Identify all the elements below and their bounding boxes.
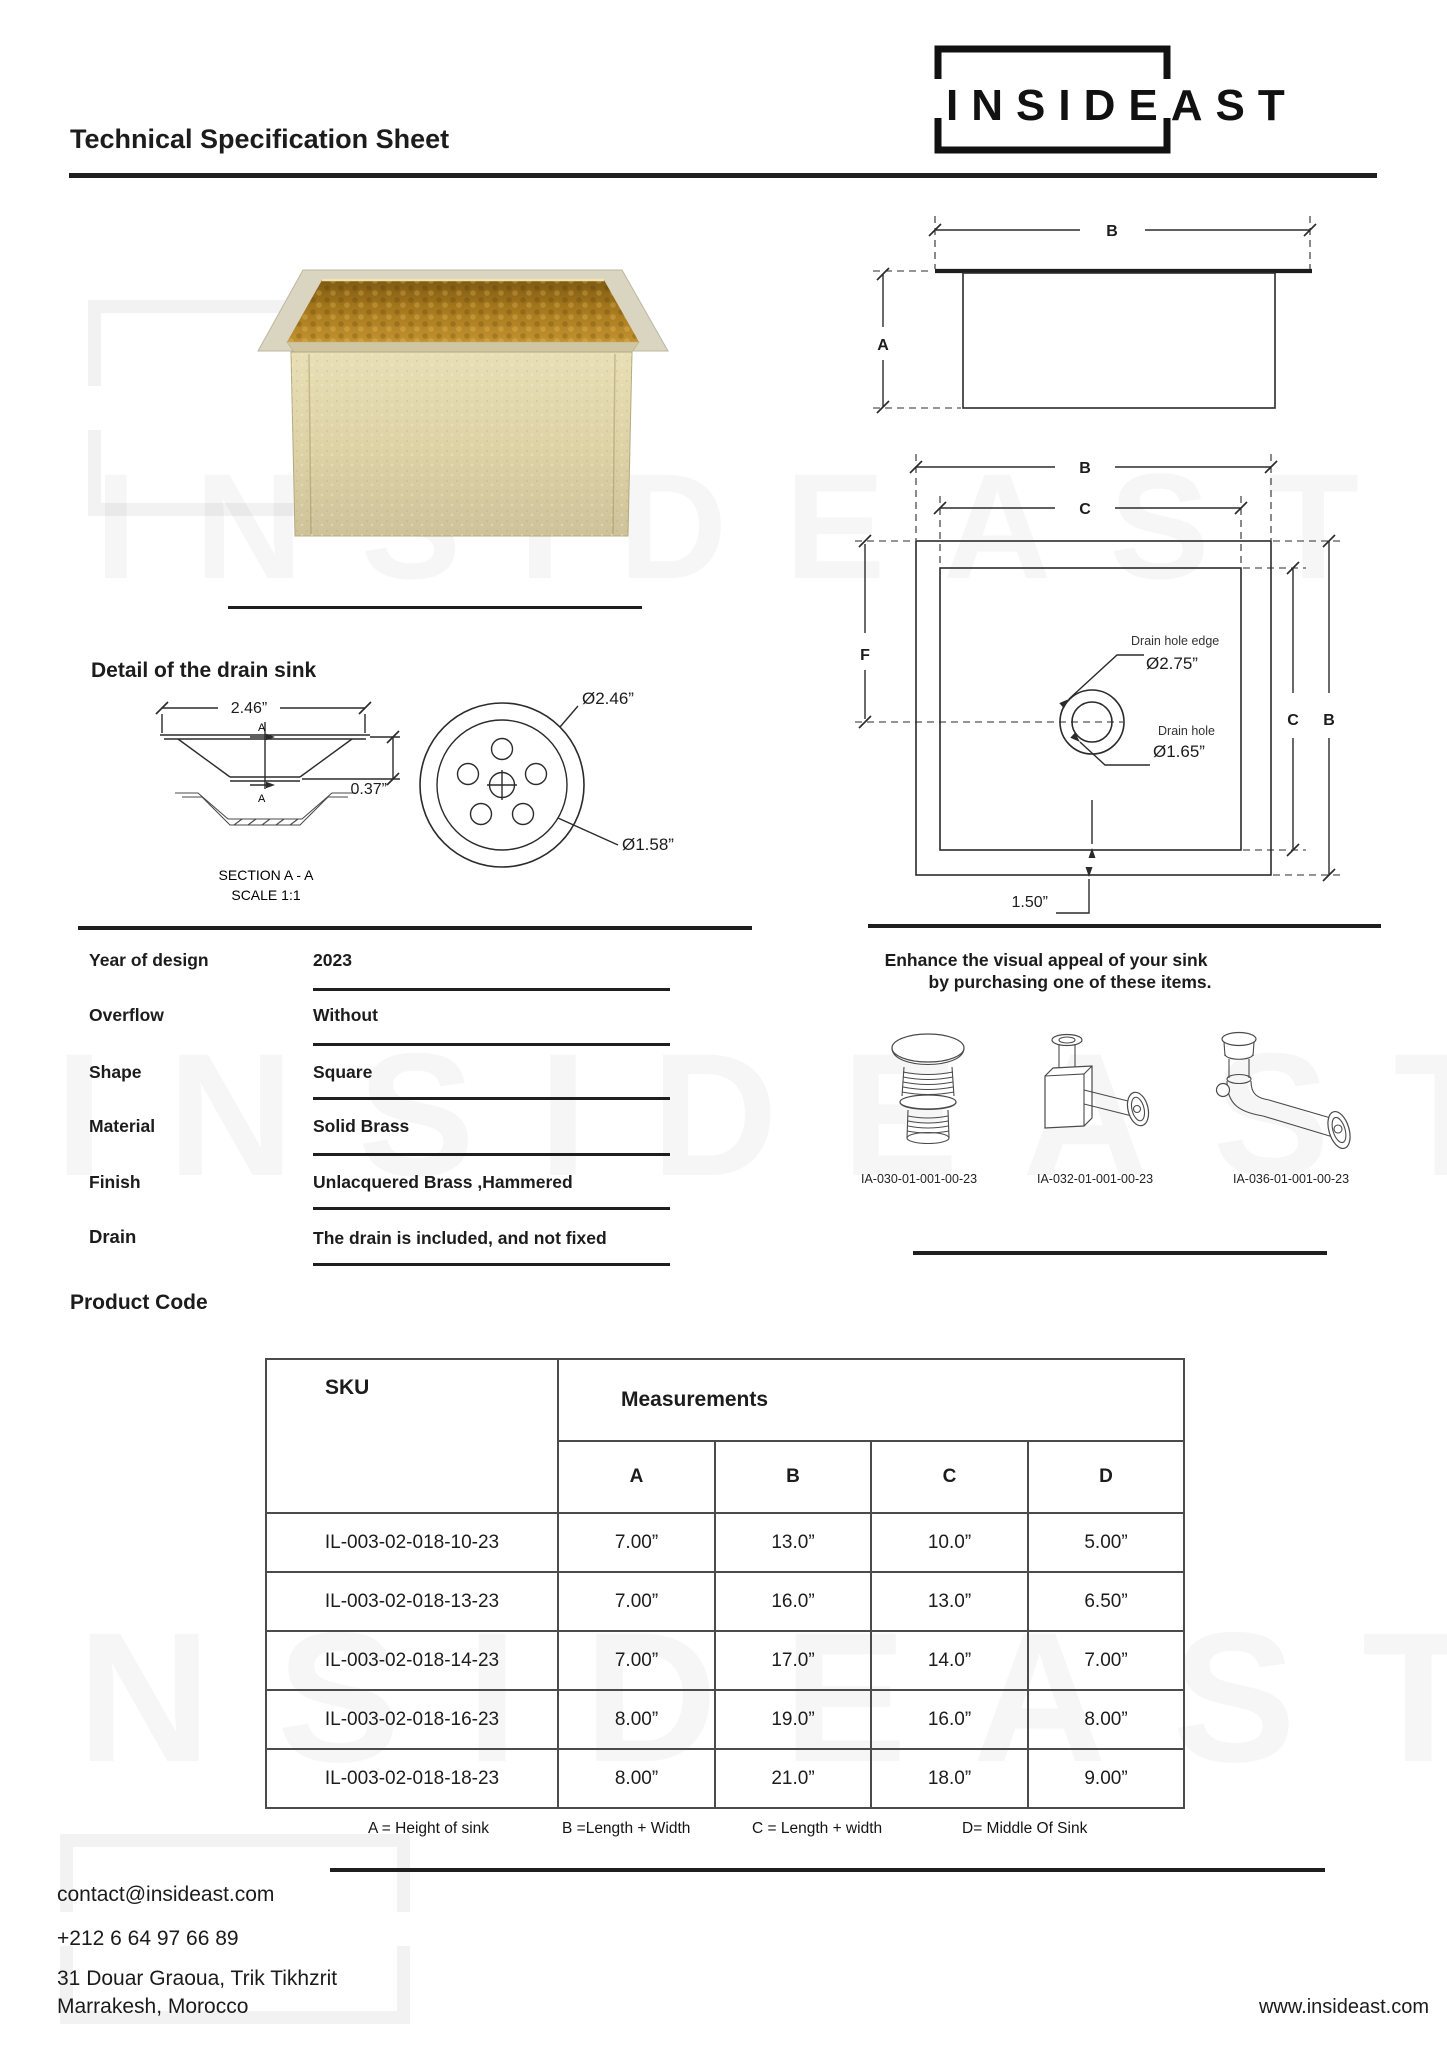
drain-outer-dia: Ø2.46”	[582, 689, 634, 708]
accessory-wall-elbow-drawing	[1205, 1028, 1375, 1168]
sku-cell: IL-003-02-018-18-23	[266, 1749, 558, 1808]
contact-email: contact@insideast.com	[57, 1883, 275, 1906]
sku-cell: IL-003-02-018-14-23	[266, 1631, 558, 1690]
drain-hole-edge-label: Drain hole edge	[1131, 634, 1220, 648]
accessory-code-2: IA-032-01-001-00-23	[1036, 1172, 1154, 1186]
measure-c-cell: 18.0”	[871, 1749, 1028, 1808]
sku-header: SKU	[266, 1359, 558, 1513]
measure-d-cell: 8.00”	[1028, 1690, 1184, 1749]
product-code-table	[265, 1358, 1185, 1809]
measure-b-cell: 13.0”	[715, 1513, 871, 1572]
spec-label-overflow: Overflow	[89, 1005, 164, 1025]
table-header-row	[266, 1359, 1184, 1441]
header-divider	[69, 173, 1377, 178]
table-row	[266, 1513, 1184, 1572]
measure-d-cell: 9.00”	[1028, 1749, 1184, 1808]
measure-c-cell: 10.0”	[871, 1513, 1028, 1572]
drain-topview-lines	[420, 703, 618, 867]
website-url: www.insideast.com	[1258, 1996, 1429, 2018]
side-dim-b: B	[1106, 223, 1118, 240]
table-row	[266, 1631, 1184, 1690]
measure-a-cell: 8.00”	[558, 1690, 715, 1749]
brand-logo	[930, 42, 1360, 157]
spec-underline	[313, 1097, 670, 1100]
spec-value-shape: Square	[313, 1062, 373, 1082]
plan-dim-f: F	[860, 647, 870, 664]
drain-top-width-dim: 2.46”	[230, 700, 268, 717]
drain-section-lines	[156, 702, 400, 825]
side-dim-a: A	[877, 337, 889, 354]
plan-dim-b-right: B	[1323, 712, 1335, 729]
measure-c-cell: 14.0”	[871, 1631, 1028, 1690]
drain-detail-heading: Detail of the drain sink	[91, 659, 317, 682]
drain-hole-edge-dia: Ø2.75”	[1146, 654, 1198, 673]
address-line1: 31 Douar Graoua, Trik Tikhzrit	[57, 1967, 338, 1990]
table-row	[266, 1749, 1184, 1808]
spec-underline	[313, 1153, 670, 1156]
accessory-code-1: IA-030-01-001-00-23	[860, 1172, 978, 1186]
spec-value-material: Solid Brass	[313, 1116, 410, 1136]
measure-c-cell: 16.0”	[871, 1690, 1028, 1749]
bottle-trap-lines	[1045, 1035, 1152, 1129]
sku-cell: IL-003-02-018-10-23	[266, 1513, 558, 1572]
section-marker-top: A	[258, 722, 266, 734]
product-photo	[225, 248, 695, 548]
contact-phone: +212 6 64 97 66 89	[57, 1927, 239, 1950]
measure-a-cell: 7.00”	[558, 1513, 715, 1572]
logo-wordmark: INSIDEAST	[946, 81, 1298, 130]
accessory-drain-plug-drawing	[878, 1030, 982, 1166]
spec-label-material: Material	[89, 1116, 156, 1136]
measure-a-cell: 7.00”	[558, 1572, 715, 1631]
column-header-d: D	[1028, 1441, 1184, 1513]
spec-label-finish: Finish	[89, 1172, 141, 1192]
measure-d-cell: 6.50”	[1028, 1572, 1184, 1631]
side-view-lines	[873, 216, 1316, 413]
sink-illustration	[258, 270, 668, 536]
left-column-divider	[78, 926, 752, 930]
measure-b-cell: 19.0”	[715, 1690, 871, 1749]
address-line2: Marrakesh, Morocco	[57, 1995, 249, 2018]
drain-depth-dim: 0.37”	[350, 781, 387, 798]
spec-label-shape: Shape	[89, 1062, 142, 1082]
legend-b: B =Length + Width	[562, 1820, 691, 1837]
measure-b-cell: 17.0”	[715, 1631, 871, 1690]
side-view-drawing	[855, 192, 1400, 422]
drain-detail-drawing	[130, 688, 700, 918]
column-header-b: B	[715, 1441, 871, 1513]
table-row	[266, 1572, 1184, 1631]
plan-dim-c-top: C	[1079, 501, 1091, 518]
spec-value-finish: Unlacquered Brass ,Hammered	[313, 1172, 573, 1192]
plan-dim-c-right: C	[1287, 712, 1299, 729]
product-code-heading: Product Code	[70, 1291, 208, 1314]
accessories-heading-line1: Enhance the visual appeal of your sink	[884, 950, 1208, 970]
spec-underline	[313, 1263, 670, 1266]
sku-cell: IL-003-02-018-16-23	[266, 1690, 558, 1749]
plan-view-drawing	[850, 448, 1410, 938]
photo-underline	[228, 606, 642, 609]
drain-hole-label: Drain hole	[1158, 724, 1215, 738]
legend-d: D= Middle Of Sink	[962, 1820, 1088, 1837]
measure-a-cell: 7.00”	[558, 1631, 715, 1690]
measure-d-cell: 7.00”	[1028, 1631, 1184, 1690]
column-header-c: C	[871, 1441, 1028, 1513]
measurements-header: Measurements	[558, 1359, 1184, 1441]
spec-label-drain: Drain	[89, 1226, 137, 1247]
spec-label-year: Year of design	[89, 950, 209, 970]
scale-label: SCALE 1:1	[231, 887, 301, 903]
measure-a-cell: 8.00”	[558, 1749, 715, 1808]
accessory-bottle-trap-drawing	[1030, 1030, 1170, 1166]
measure-d-cell: 5.00”	[1028, 1513, 1184, 1572]
spec-value-drain: The drain is included, and not fixed	[313, 1228, 607, 1248]
accessories-heading-line2: by purchasing one of these items.	[928, 972, 1212, 992]
table-row	[266, 1690, 1184, 1749]
spec-value-year: 2023	[313, 950, 352, 970]
section-label: SECTION A - A	[218, 867, 314, 883]
legend-c: C = Length + width	[752, 1820, 883, 1837]
footer-divider	[330, 1868, 1325, 1872]
drain-hole-dia: Ø1.65”	[1153, 742, 1205, 761]
spec-value-overflow: Without	[313, 1005, 378, 1025]
column-header-a: A	[558, 1441, 715, 1513]
accessories-divider	[913, 1251, 1327, 1255]
measure-b-cell: 21.0”	[715, 1749, 871, 1808]
sku-cell: IL-003-02-018-13-23	[266, 1572, 558, 1631]
legend-a: A = Height of sink	[368, 1820, 490, 1837]
spec-underline	[313, 1207, 670, 1210]
drain-plug-lines	[892, 1034, 964, 1144]
spec-underline	[313, 988, 670, 991]
drain-offset-dim: 1.50”	[1011, 894, 1048, 911]
right-column-divider	[868, 924, 1381, 928]
wall-elbow-lines	[1217, 1033, 1355, 1152]
measure-b-cell: 16.0”	[715, 1572, 871, 1631]
page-title: Technical Specification Sheet	[70, 124, 450, 154]
section-marker-bottom: A	[258, 793, 266, 805]
accessory-code-3: IA-036-01-001-00-23	[1232, 1172, 1350, 1186]
spec-underline	[313, 1043, 670, 1046]
measure-c-cell: 13.0”	[871, 1572, 1028, 1631]
drain-inner-dia: Ø1.58”	[622, 835, 674, 854]
plan-dim-b-top: B	[1079, 460, 1091, 477]
plan-view-lines	[855, 454, 1343, 913]
